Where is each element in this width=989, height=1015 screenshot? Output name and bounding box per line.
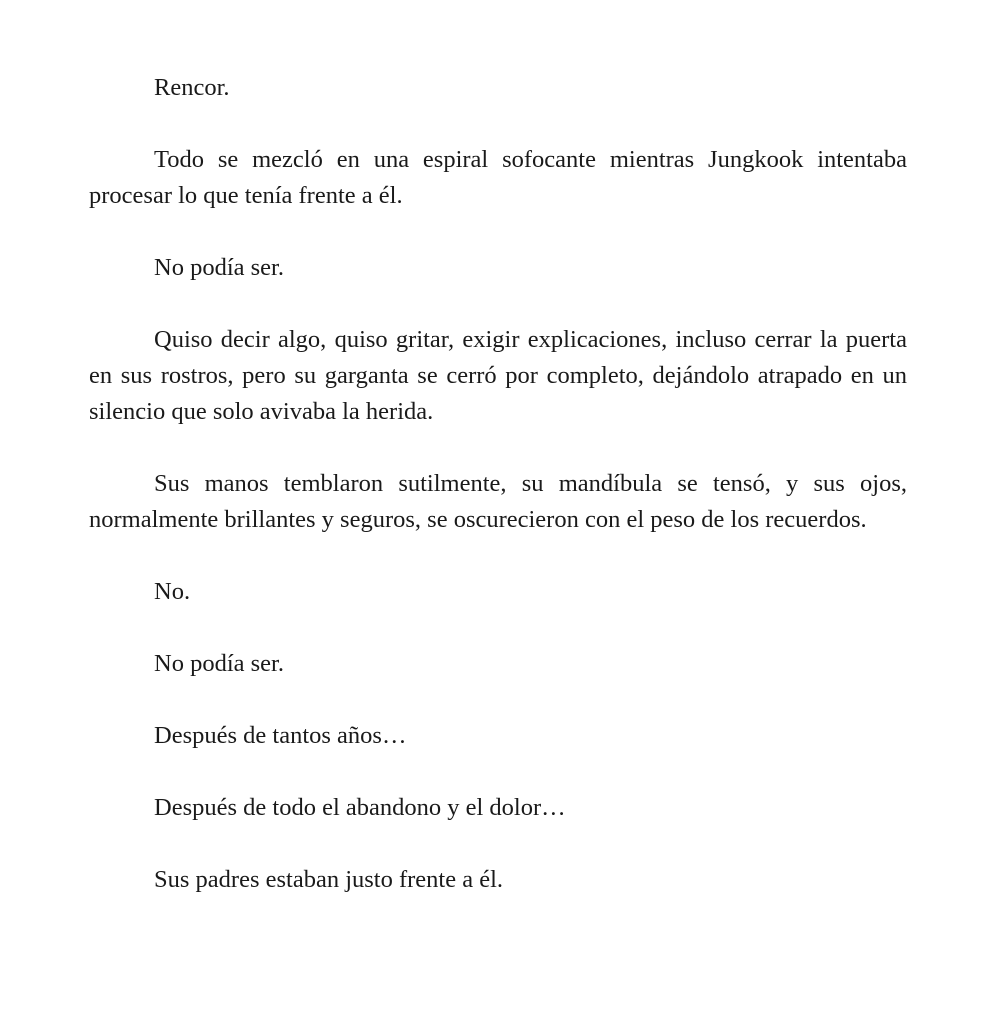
paragraph-8: Después de tantos años…	[154, 722, 407, 749]
paragraph-10: Sus padres estaban justo frente a él.	[154, 866, 504, 893]
document-body	[89, 70, 907, 934]
paragraph-2: Todo se mezcló en una espiral sofocante mientras Jungkook intentaba procesar lo que tenía frente a él.	[89, 146, 907, 209]
paragraph-5: Sus manos temblaron sutilmente, su mandíbula se tensó, y sus ojos, normalmente brillantes y seguros, se oscurecieron con el peso de los recuerdos.	[89, 470, 907, 533]
paragraph-1: Rencor.	[154, 74, 230, 101]
paragraph-6: No.	[154, 578, 191, 605]
paragraph-7: No podía ser.	[154, 650, 284, 677]
paragraph-9: Después de todo el abandono y el dolor…	[154, 794, 566, 821]
paragraph-4: Quiso decir algo, quiso gritar, exigir explicaciones, incluso cerrar la puerta en sus rostros, pero su garganta se cerró por completo, dejándolo atrapado en un silencio que solo avivaba la herida.	[89, 326, 907, 425]
paragraph-3: No podía ser.	[154, 254, 284, 281]
